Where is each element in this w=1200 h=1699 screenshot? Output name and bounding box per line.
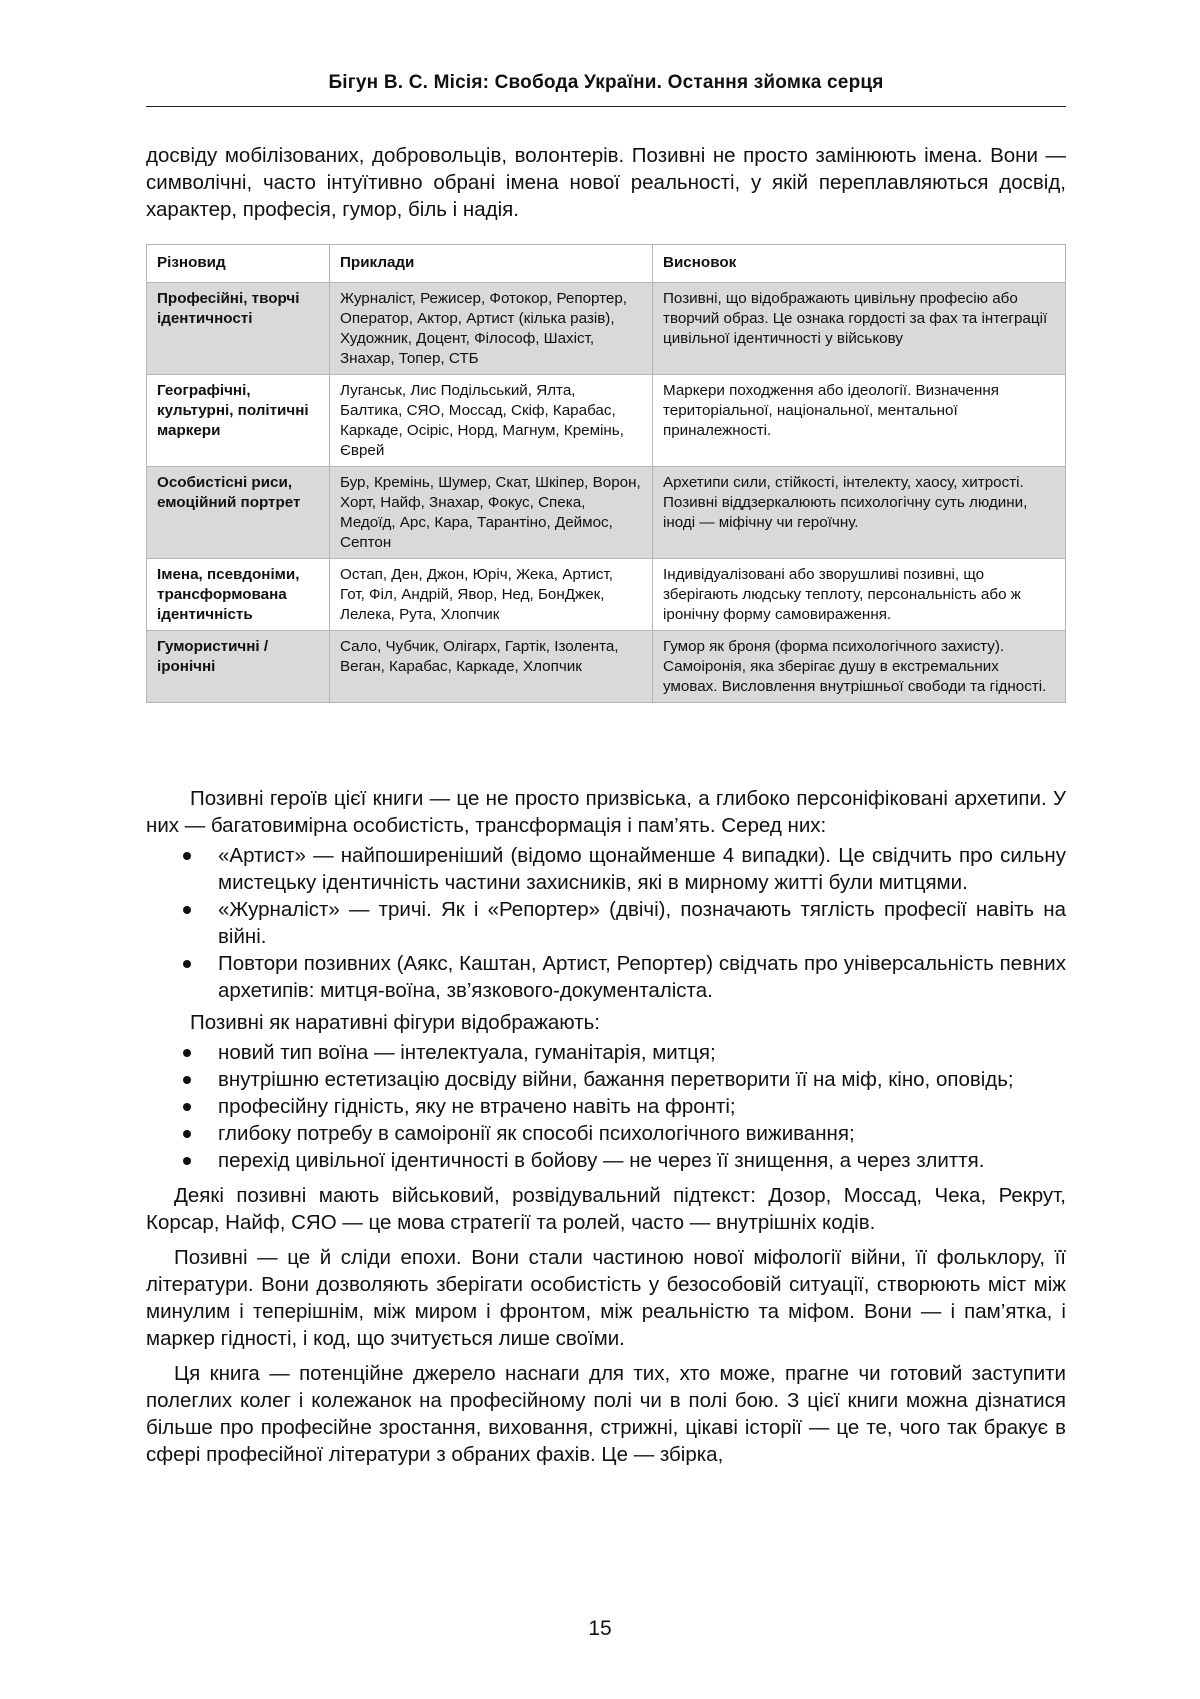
row-conclusion-cell: Архетипи сили, стійкості, інтелекту, хаосу, хитрості. Позивні віддзеркалюють психологічну суть людини, іноді — міфічну чи героїчну. [653,467,1066,559]
row-examples-cell: Луганськ, Лис Подільський, Ялта, Балтика, СЯО, Моссад, Скіф, Карабас, Каркаде, Осіріс, Норд, Магнум, Кремінь, Єврей [330,375,653,467]
table-row [147,467,1066,559]
paragraph-narrative-figures: Позивні як наративні фігури відображають: [190,1011,600,1034]
list-item: внутрішню естетизацію досвіду війни, бажання перетворити її на міф, кіно, оповідь; [218,1066,1066,1093]
table-row [147,559,1066,631]
bullet-list-reflections [146,1039,1066,1174]
row-examples-cell: Бур, Кремінь, Шумер, Скат, Шкіпер, Ворон, Хорт, Найф, Знахар, Фокус, Спека, Медоїд, Арс, Кара, Тарантіно, Деймос, Септон [330,467,653,559]
list-item: «Артист» — найпоширеніший (відомо щонайменше 4 випадки). Це свідчить про сильну мистецьку ідентичність частини захисників, які в мирному житті були митцями. [218,844,1066,894]
list-item: новий тип воїна — інтелектуала, гуманітарія, митця; [218,1039,1066,1066]
row-type-cell: Географічні, культурні, політичні маркери [147,375,330,467]
list-item: «Журналіст» — тричі. Як і «Репортер» (двічі), позначають тяглість професії навіть на війні. [218,898,1066,948]
paragraph-archetypes: Позивні героїв цієї книги — це не просто призвіська, а глибоко персоніфіковані архетипи. У них — багатовимірна особистість, трансформація і пам’ять. Серед них: [146,787,1066,837]
paragraph-military-subtext: Деякі позивні мають військовий, розвідувальний підтекст: Дозор, Моссад, Чека, Рекрут, Корсар, Найф, СЯО — це мова стратегії та ролей, часто — внутрішніх кодів. [146,1184,1066,1234]
table-row [147,375,1066,467]
running-header: Бігун В. С. Місія: Свобода України. Остання зйомка серця [146,72,1066,107]
table-row [147,631,1066,703]
list-item: перехід цивільної ідентичності в бойову — не через її знищення, а через злиття. [218,1147,1066,1174]
paragraph-traces-of-epoch: Позивні — це й сліди епохи. Вони стали частиною нової міфології війни, її фольклору, її літератури. Вони дозволяють зберігати особистість у безособовій ситуації, створюють міст між минулим і теперішнім, між миром і фронтом, між реальністю та міфом. Вони — і пам’ятка, і маркер гідності, і код, що зчитується лише своїми. [146,1246,1066,1350]
row-type-cell: Гумористичні / іронічні [147,631,330,703]
row-type-cell: Імена, псевдоніми, трансформована ідентичність [147,559,330,631]
row-examples-cell: Сало, Чубчик, Олігарх, Гартік, Ізолента, Веган, Карабас, Каркаде, Хлопчик [330,631,653,703]
paragraph-book-purpose: Ця книга — потенційне джерело наснаги для тих, хто може, прагне чи готовий заступити полеглих колег і колежанок на професійному полі чи в полі бою. З цієї книги можна дізнатися більше про професійне зростання, виховання, стрижні, цікаві історії — це те, чого так бракує в сфері професійної літератури з обраних фахів. Це — збірка, [146,1362,1066,1466]
row-conclusion-cell: Маркери походження або ідеології. Визначення територіальної, національної, ментальної приналежності. [653,375,1066,467]
list-item: професійну гідність, яку не втрачено навіть на фронті; [218,1093,1066,1120]
list-item: глибоку потребу в самоіронії як способі психологічного виживання; [218,1120,1066,1147]
row-conclusion-cell: Індивідуалізовані або зворушливі позивні, що зберігають людську теплоту, персональність або ж іронічну форму самовираження. [653,559,1066,631]
page-number: 15 [588,1617,612,1640]
row-conclusion-cell: Гумор як броня (форма психологічного захисту). Самоіронія, яка зберігає душу в екстремальних умовах. Висловлення внутрішньої свободи та гідності. [653,631,1066,703]
callsign-categories-table [146,244,1066,703]
row-type-cell: Особистісні риси, емоційний портрет [147,467,330,559]
bullet-list-callsigns [146,842,1066,1004]
row-conclusion-cell: Позивні, що відображають цивільну професію або творчий образ. Це ознака гордості за фах та інтеграції цивільної ідентичності у військову [653,283,1066,375]
column-header-type: Різновид [147,245,330,283]
list-item: Повтори позивних (Аякс, Каштан, Артист, Репортер) свідчать про універсальність певних архетипів: митця-воїна, зв’язкового-документаліста. [218,952,1066,1002]
body-text [146,785,1066,1468]
row-examples-cell: Журналіст, Режисер, Фотокор, Репортер, Оператор, Актор, Артист (кілька разів), Художник, Доцент, Філософ, Шахіст, Знахар, Топер, СТБ [330,283,653,375]
intro-paragraph: досвіду мобілізованих, добровольців, волонтерів. Позивні не просто замінюють імена. Вони — символічні, часто інтуїтивно обрані імена нової реальності, у якій переплавляються досвід, характер, професія, гумор, біль і надія. [146,144,1066,221]
column-header-examples: Приклади [330,245,653,283]
table-row [147,283,1066,375]
row-type-cell: Професійні, творчі ідентичності [147,283,330,375]
table-header-row [147,245,1066,283]
row-examples-cell: Остап, Ден, Джон, Юріч, Жека, Артист, Гот, Філ, Андрій, Явор, Нед, БонДжек, Лелека, Рута, Хлопчик [330,559,653,631]
column-header-conclusion: Висновок [653,245,1066,283]
